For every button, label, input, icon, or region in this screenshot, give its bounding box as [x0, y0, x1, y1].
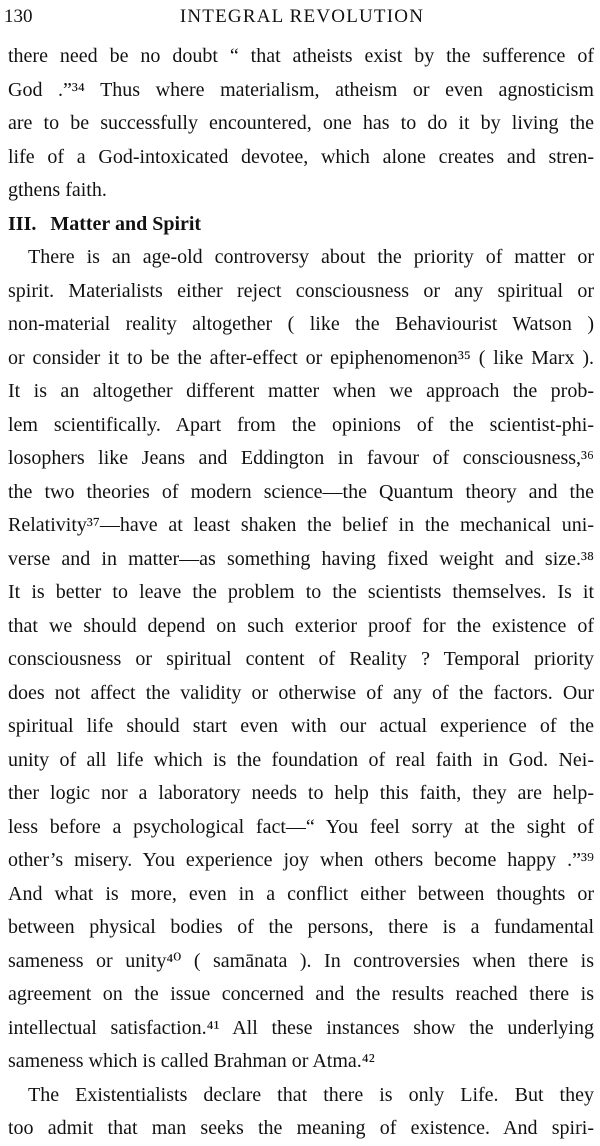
text-line: spirit. Materialists either reject consciousness or any spiritual or	[8, 279, 594, 302]
text-line: ther logic nor a laboratory needs to help this faith, they are help-	[8, 782, 594, 804]
paragraph-continued	[8, 40, 594, 208]
text-line: intellectual satisfaction.⁴¹ All these instances show the underlying	[8, 1016, 594, 1039]
text-line: spiritual life should start even with our actual experience of the	[8, 715, 594, 737]
text-line: Relativity³⁷—have at least shaken the belief in the mechanical uni-	[8, 514, 594, 536]
text-line: non-material reality altogether ( like the Behaviourist Watson )	[8, 313, 594, 335]
page-number: 130	[4, 6, 33, 27]
text-line: sameness or unity⁴⁰ ( samānata ). In controversies when there is	[8, 949, 594, 972]
text-line: there need be no doubt “ that atheists exist by the sufference of	[8, 45, 594, 67]
paragraph	[8, 241, 594, 1079]
text-line: consciousness or spiritual content of Reality ? Temporal priority	[8, 648, 594, 670]
text-line: are to be successfully encountered, one has to do it by living the	[8, 112, 594, 134]
text-line: less before a psychological fact—“ You feel sorry at the sight of	[8, 815, 594, 838]
text-line: agreement on the issue concerned and the results reached there is	[8, 983, 594, 1005]
text-line: life of a God-intoxicated devotee, which alone creates and stren-	[8, 145, 594, 168]
text-line: other’s misery. You experience joy when others become happy .”³⁹	[8, 849, 594, 871]
running-title: INTEGRAL REVOLUTION	[179, 6, 425, 27]
text-line: And what is more, even in a conflict either between thoughts or	[8, 882, 594, 905]
text-line: sameness which is called Brahman or Atma.⁴²	[8, 1050, 375, 1072]
text-line: The Existentialists declare that there is only Life. But they	[28, 1083, 594, 1106]
text-line: verse and in matter—as something having fixed weight and size.³⁸	[8, 547, 594, 570]
text-line: It is an altogether different matter when we approach the prob-	[8, 380, 594, 402]
running-head	[4, 4, 590, 30]
text-line: God .”³⁴ Thus where materialism, atheism or even agnosticism	[8, 78, 594, 101]
text-line: the two theories of modern science—the Quantum theory and the	[8, 480, 594, 503]
section-title: Matter and Spirit	[50, 212, 202, 235]
text-line: does not affect the validity or otherwise of any of the factors. Our	[8, 681, 594, 704]
text-line: unity of all life which is the foundation of real faith in God. Nei-	[8, 748, 594, 771]
text-line: gthens faith.	[8, 179, 107, 201]
section-heading	[8, 208, 594, 242]
text-line: too admit that man seeks the meaning of existence. And spiri-	[8, 1117, 594, 1139]
text-line: There is an age-old controversy about the priority of matter or	[28, 246, 594, 268]
text-line: or consider it to be the after-effect or epiphenomenon³⁵ ( like Marx ).	[8, 346, 594, 369]
paragraph	[8, 1079, 594, 1146]
text-line: that we should depend on such exterior proof for the existence of	[8, 614, 594, 637]
text-line: between physical bodies of the persons, there is a fundamental	[8, 916, 594, 938]
section-number: III.	[8, 212, 37, 235]
text-line: It is better to leave the problem to the scientists themselves. Is it	[8, 581, 594, 603]
body-text	[8, 40, 594, 1146]
text-line: losophers like Jeans and Eddington in favour of consciousness,³⁶	[8, 447, 594, 469]
text-line: lem scientifically. Apart from the opinions of the scientist-phi-	[8, 413, 594, 436]
